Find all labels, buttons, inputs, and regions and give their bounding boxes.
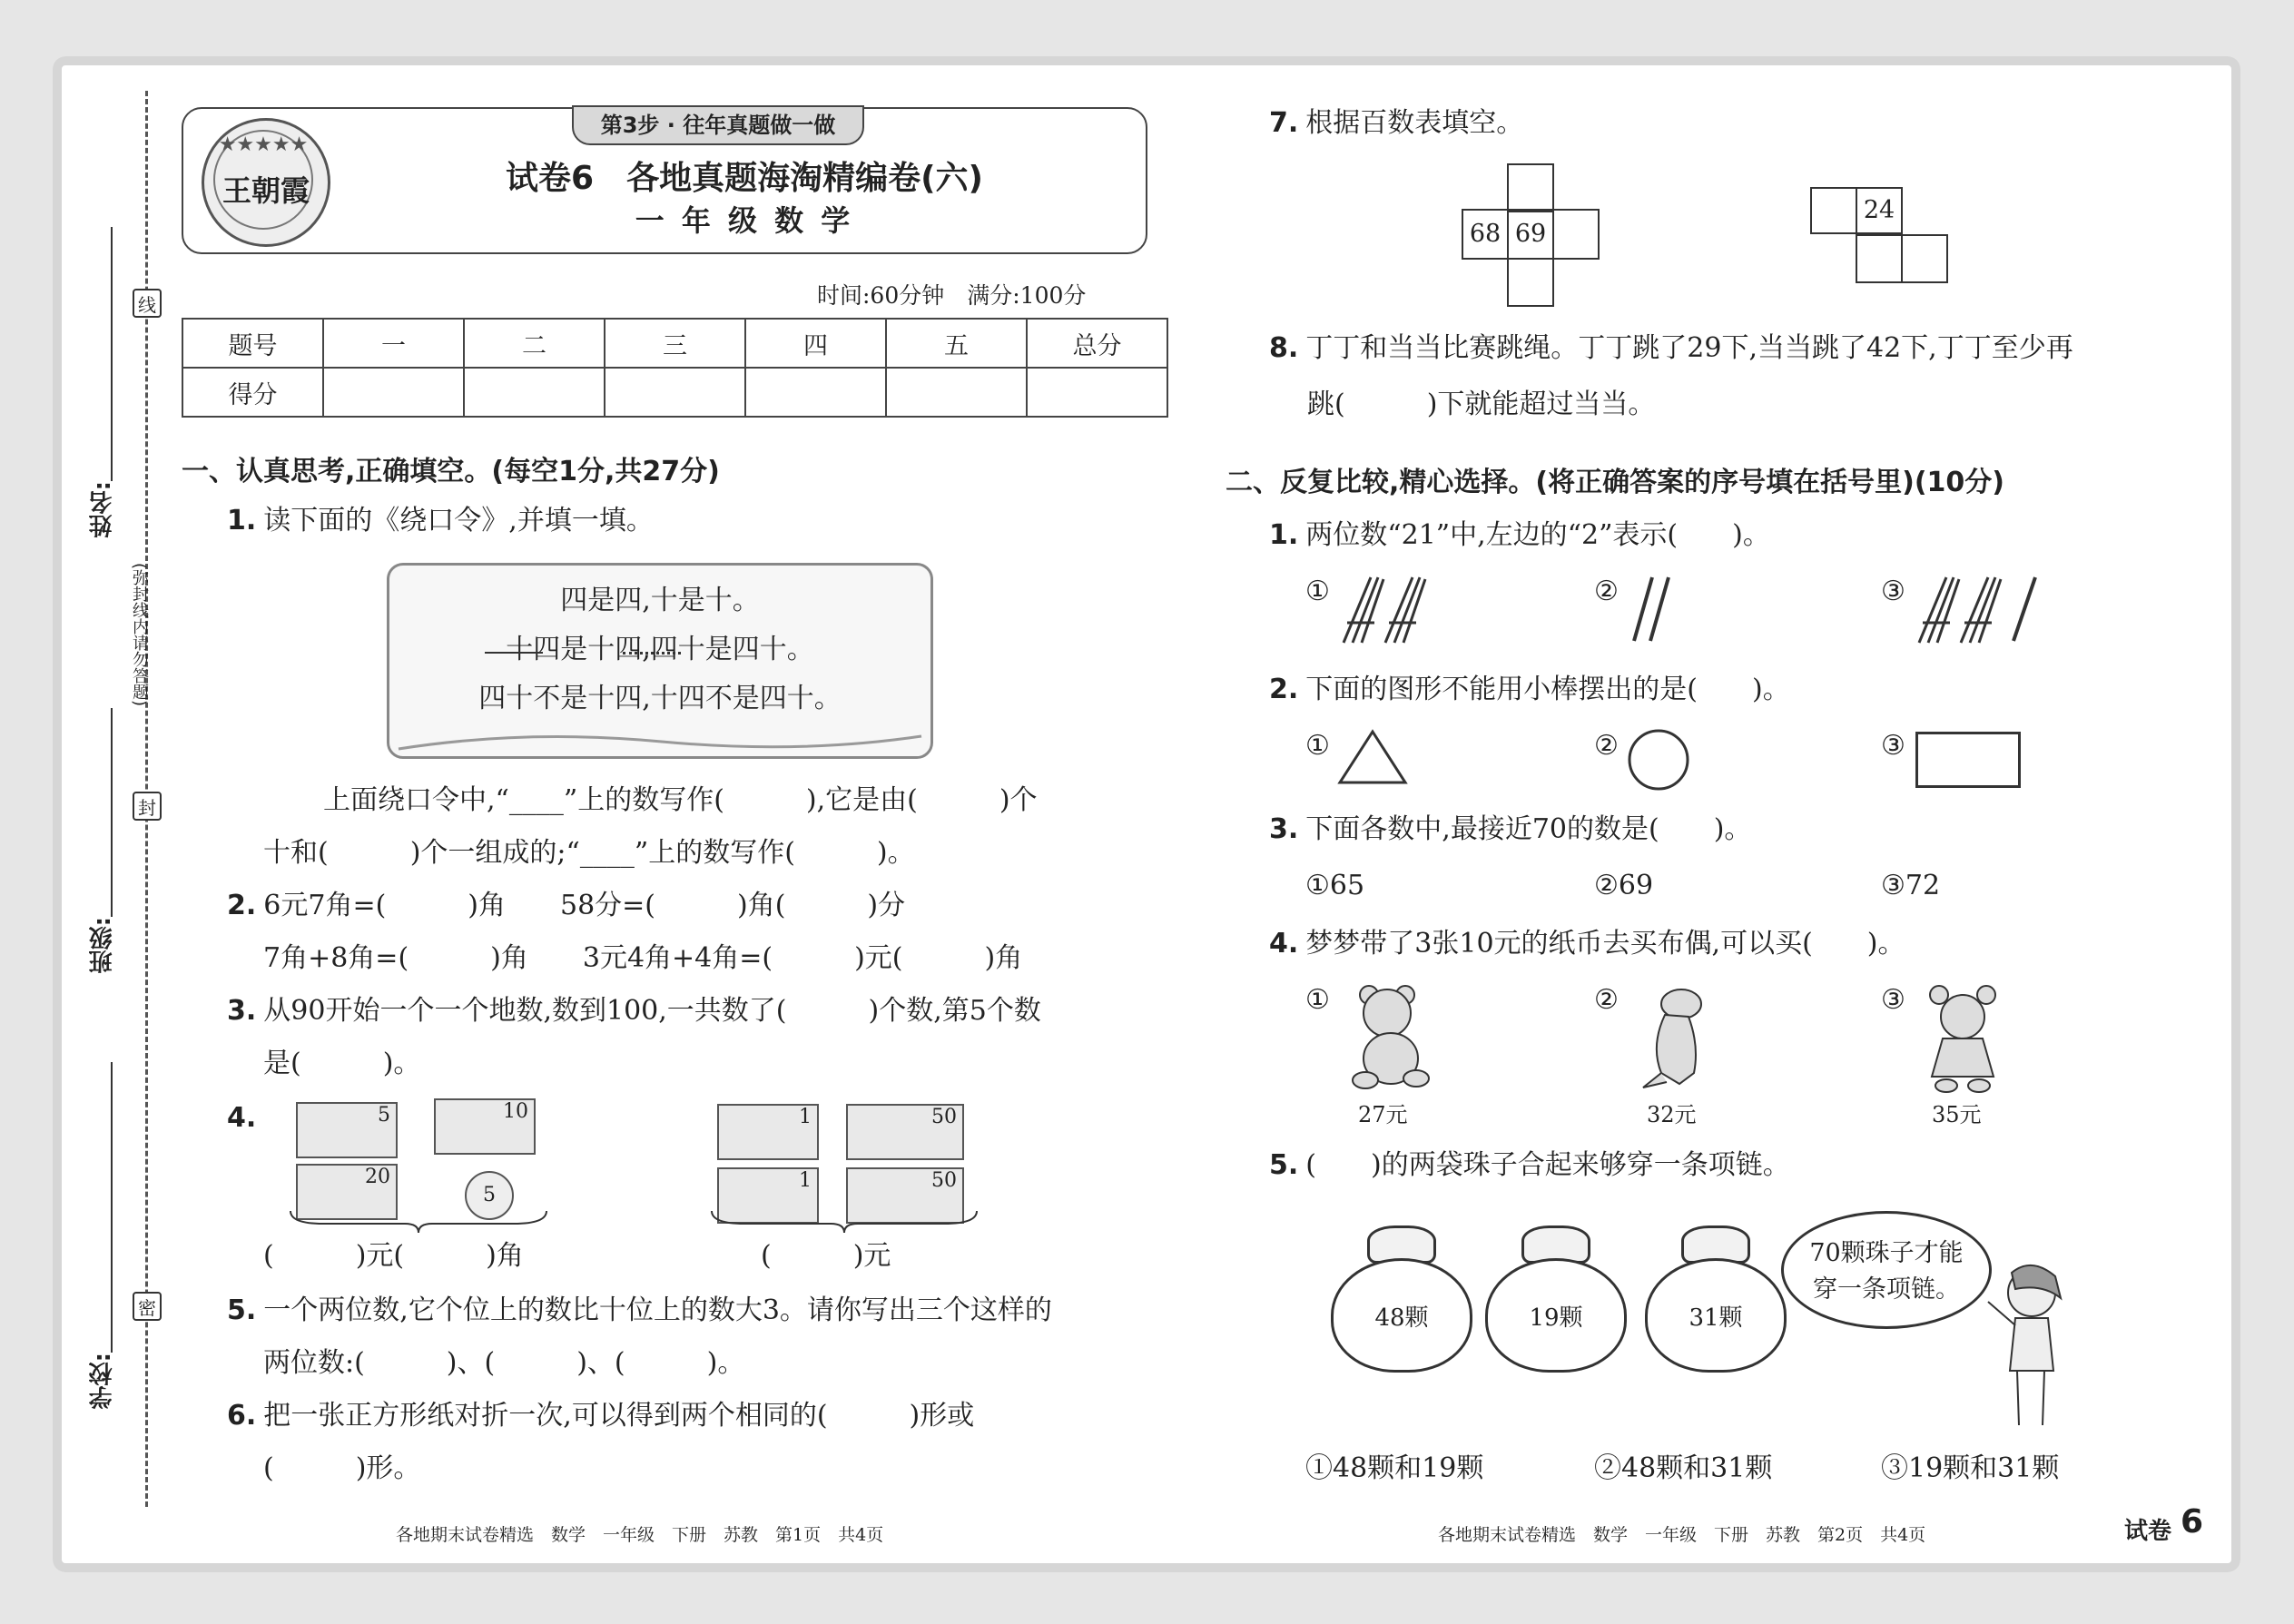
question-number: 1. (227, 505, 257, 536)
question-number: 4. (1269, 928, 1299, 960)
svg-text:★★★★★: ★★★★★ (218, 133, 309, 156)
score-cell[interactable] (886, 368, 1027, 417)
paper-number: 6 (2181, 1503, 2204, 1540)
class-field[interactable] (111, 708, 113, 917)
question-2b: 7角+8角=( )角 3元4角+4角=( )元( )角 (263, 942, 1023, 974)
rectangle-icon (1915, 732, 2021, 788)
score-header-cell: 四 (745, 319, 886, 368)
score-cell[interactable] (323, 368, 464, 417)
option-1[interactable]: ①48颗和19颗 (1305, 1452, 1484, 1484)
brace-2 (708, 1207, 980, 1235)
question-8b: 跳( )下就能超过当当。 (1307, 389, 1656, 420)
question-number: 3. (1269, 813, 1299, 845)
triangle-icon (1336, 726, 1409, 790)
bead-bag-label: 48颗 (1331, 1258, 1472, 1373)
grid-cell[interactable] (1552, 209, 1600, 260)
option-3[interactable]: ③ (1881, 730, 1905, 762)
score-header-cell: 一 (323, 319, 464, 368)
question-3b: 是( )。 (263, 1048, 421, 1079)
option-2[interactable]: ②69 (1594, 870, 1654, 901)
page-subtitle: 一 年 级 数 学 (635, 203, 854, 238)
question-text: ( )的两袋珠子合起来够穿一条项链。 (1305, 1149, 1790, 1181)
option-1[interactable]: ① (1305, 576, 1330, 607)
score-cell[interactable] (1027, 368, 1167, 417)
question-3 (227, 991, 1041, 1031)
question-8 (1269, 329, 2073, 369)
score-table (182, 318, 1168, 418)
footer-left: 各地期末试卷精选 数学 一年级 下册 苏教 第1页 共4页 (396, 1525, 884, 1545)
seal-mark-mi: 密 (133, 1292, 162, 1321)
price-label: 27元 (1358, 1102, 1408, 1127)
step-tab: 第3步 · 往年真题做一做 (572, 105, 864, 145)
logo (202, 118, 330, 247)
banknote: 10 (434, 1098, 536, 1155)
footer-right: 各地期末试卷精选 数学 一年级 下册 苏教 第2页 共4页 (1438, 1525, 1926, 1545)
bead-bag (1645, 1225, 1787, 1373)
option-2[interactable]: ②48颗和31颗 (1594, 1452, 1773, 1484)
two-sticks-icon (1625, 572, 1679, 645)
option-3[interactable]: ③ (1881, 576, 1905, 607)
score-cell[interactable] (605, 368, 745, 417)
question-4-answer-1: ( )元( )角 (263, 1240, 524, 1272)
banknote: 50 (846, 1104, 964, 1160)
question-2 (227, 886, 905, 926)
seal-mark-xian: 线 (133, 289, 162, 318)
question-text: 下面的图形不能用小棒摆出的是( )。 (1305, 674, 1790, 705)
banknote: 20 (296, 1164, 398, 1220)
name-label: 姓名: (89, 481, 116, 538)
question-number: 2. (1269, 674, 1299, 705)
choice-question-1 (1269, 516, 1770, 556)
grid-cell[interactable] (1810, 187, 1857, 234)
bead-bag-label: 31颗 (1645, 1258, 1787, 1373)
doll-icon (1917, 982, 2008, 1095)
circle-icon (1625, 726, 1692, 793)
section-1-heading: 一、认真思考,正确填空。(每空1分,共27分) (182, 456, 720, 487)
coin: 5 (465, 1171, 514, 1220)
hundred-chart-grid-2 (1810, 187, 1948, 283)
question-1-fill-a: 上面绕口令中,“____”上的数写作( ),它是由( )个 (323, 784, 1038, 816)
question-number: 1. (1269, 519, 1299, 551)
option-3[interactable]: ③72 (1881, 870, 1941, 901)
score-row-label: 得分 (182, 368, 323, 417)
class-label: 班级: (89, 917, 116, 974)
question-text: 根据百数表填空。 (1305, 107, 1524, 139)
brace-1 (287, 1207, 550, 1235)
speech-line: 70颗珠子才能 (1809, 1239, 1964, 1267)
score-header-cell: 题号 (182, 319, 323, 368)
grid-cell[interactable] (1901, 234, 1948, 283)
question-text: 读下面的《绕口令》,并填一填。 (263, 505, 654, 536)
option-1[interactable]: ①65 (1305, 870, 1365, 901)
price-label: 35元 (1932, 1102, 1982, 1127)
price-label: 32元 (1647, 1102, 1697, 1127)
tongue-twister-box (387, 563, 933, 759)
hundred-chart-cross-1 (1462, 163, 1552, 352)
speech-bubble (1781, 1211, 1992, 1329)
bundles-and-stick-icon (1910, 570, 2046, 648)
question-6b: ( )形。 (263, 1452, 421, 1484)
stick-bundles-icon (1334, 570, 1434, 648)
choice-question-3 (1269, 810, 1751, 850)
question-number: 8. (1269, 332, 1299, 364)
grid-cell[interactable] (1507, 258, 1554, 307)
paper-label: 试卷 (2124, 1518, 2172, 1545)
teddy-bear-icon (1345, 982, 1436, 1091)
time-info: 时间:60分钟 满分:100分 (817, 282, 1087, 309)
question-7 (1269, 103, 1523, 143)
poem-line: 十四是十四,四十是四十。 (506, 634, 814, 665)
option-3[interactable]: ③ (1881, 984, 1905, 1016)
banknote: 50 (846, 1167, 964, 1224)
speech-line: 穿一条项链。 (1813, 1275, 1960, 1304)
question-5b: 两位数:( )、( )、( )。 (263, 1347, 745, 1379)
question-number: 4. (227, 1102, 257, 1134)
underline-straight (485, 652, 543, 654)
grid-cell: 68 (1462, 209, 1509, 260)
grid-cell: 24 (1856, 187, 1903, 234)
grid-cell[interactable] (1856, 234, 1903, 283)
bead-bag (1485, 1225, 1627, 1373)
question-text: 两位数“21”中,左边的“2”表示( )。 (1305, 519, 1770, 551)
question-number: 7. (1269, 107, 1299, 139)
page-title: 试卷6 各地真题海淘精编卷(六) (506, 160, 983, 197)
question-text: 6元7角=( )角 58分=( )角( )分 (263, 890, 906, 921)
score-header-cell: 三 (605, 319, 745, 368)
question-text: 一个两位数,它个位上的数比十位上的数大3。请你写出三个这样的 (263, 1294, 1052, 1326)
choice-question-2 (1269, 670, 1790, 710)
question-1 (227, 501, 654, 541)
question-number: 6. (227, 1400, 257, 1432)
question-text: 梦梦带了3张10元的纸币去买布偶,可以买( )。 (1305, 928, 1905, 960)
score-cell[interactable] (464, 368, 605, 417)
choice-question-4 (1269, 924, 1905, 964)
question-text: 丁丁和当当比赛跳绳。丁丁跳了29下,当当跳了42下,丁丁至少再 (1305, 332, 2073, 364)
school-label: 学校: (89, 1353, 116, 1410)
seal-warning: (弥封线内请勿答题) (130, 563, 149, 707)
question-number: 3. (227, 995, 257, 1027)
score-header-cell: 五 (886, 319, 1027, 368)
grid-cell: 69 (1507, 209, 1554, 260)
underline-wavy (623, 652, 681, 655)
question-5 (227, 1291, 1052, 1331)
score-header-cell: 总分 (1027, 319, 1167, 368)
banknote: 5 (296, 1102, 398, 1158)
option-1[interactable]: ① (1305, 984, 1330, 1016)
option-1[interactable]: ① (1305, 730, 1330, 762)
choice-question-5 (1269, 1146, 1790, 1186)
money-group-1 (296, 1098, 541, 1225)
question-number: 5. (1269, 1149, 1299, 1181)
bead-bag-label: 19颗 (1485, 1258, 1627, 1373)
option-2[interactable]: ② (1594, 984, 1619, 1016)
question-1-fill-b: 十和( )个一组成的;“____”上的数写作( )。 (263, 837, 915, 869)
bead-bag (1331, 1225, 1472, 1373)
name-field[interactable] (111, 227, 113, 481)
poem-line: 四十不是十四,十四不是四十。 (478, 683, 842, 714)
option-3[interactable]: ③19颗和31颗 (1881, 1452, 2060, 1484)
banknote: 1 (717, 1167, 819, 1224)
question-4 (227, 1098, 263, 1138)
question-6 (227, 1396, 974, 1436)
question-text: 从90开始一个一个地数,数到100,一共数了( )个数,第5个数 (263, 995, 1041, 1027)
score-row (182, 368, 1167, 417)
question-text: 把一张正方形纸对折一次,可以得到两个相同的( )形或 (263, 1400, 975, 1432)
question-number: 2. (227, 890, 257, 921)
score-header-row (182, 319, 1167, 368)
logo-text: 王朝霞 (222, 173, 310, 208)
grid-cell[interactable] (1507, 163, 1554, 212)
score-cell[interactable] (745, 368, 886, 417)
seal-mark-feng: 封 (133, 792, 162, 821)
poem-line: 四是四,十是十。 (560, 585, 760, 616)
question-text: 下面各数中,最接近70的数是( )。 (1305, 813, 1752, 845)
question-number: 5. (227, 1294, 257, 1326)
section-2-heading: 二、反复比较,精心选择。(将正确答案的序号填在括号里)(10分) (1226, 467, 2004, 498)
option-2[interactable]: ② (1594, 730, 1619, 762)
question-4-answer-2: ( )元 (761, 1240, 891, 1272)
score-header-cell: 二 (464, 319, 605, 368)
option-2[interactable]: ② (1594, 576, 1619, 607)
school-field[interactable] (111, 1062, 113, 1353)
banknote: 1 (717, 1104, 819, 1160)
girl-figure-icon (1979, 1262, 2079, 1434)
decorative-ground (389, 725, 930, 753)
dinosaur-toy-icon (1634, 982, 1716, 1095)
